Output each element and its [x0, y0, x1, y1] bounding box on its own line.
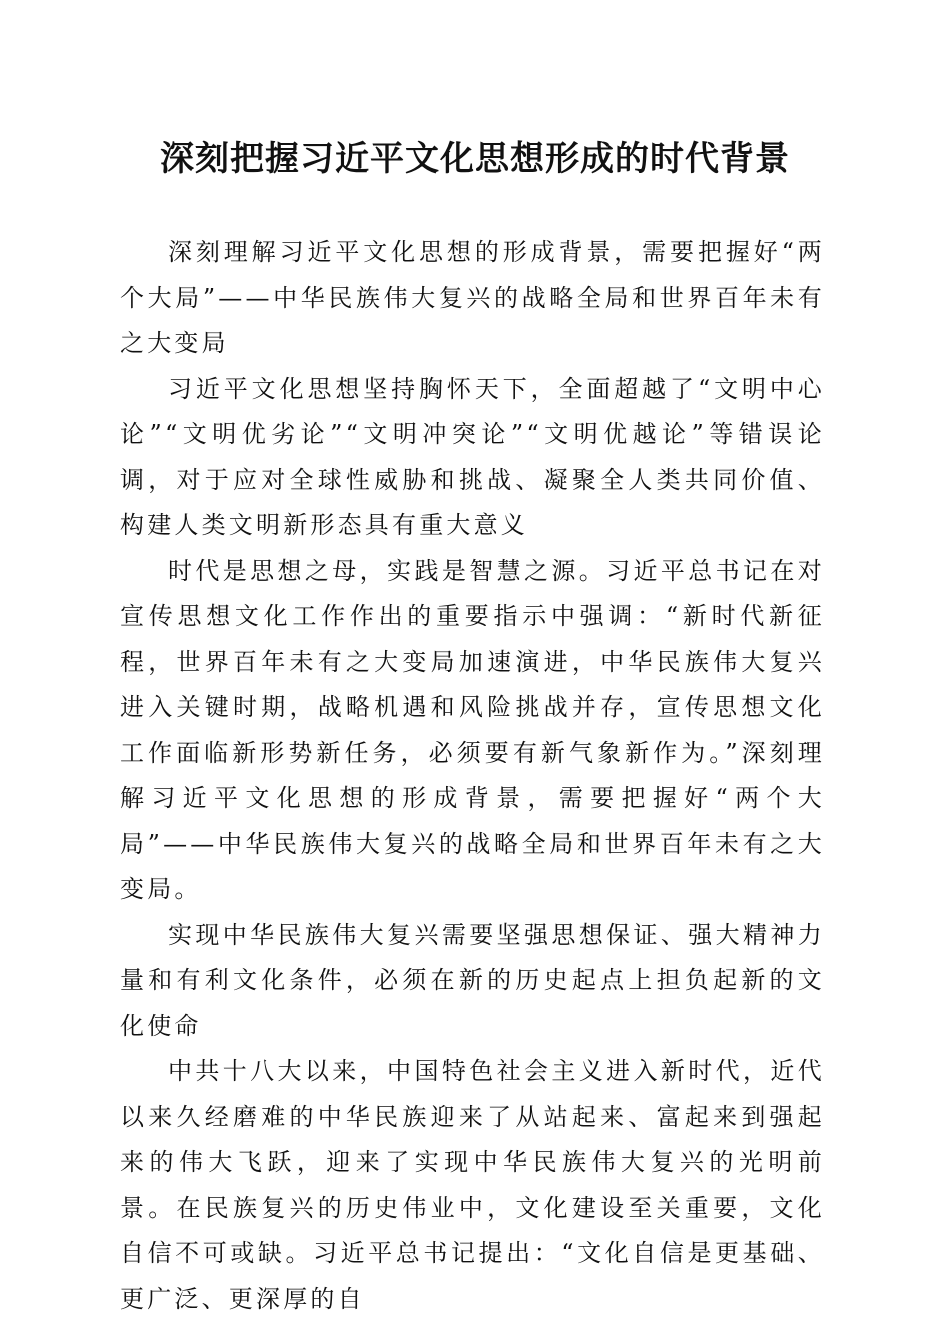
document-body: [120, 230, 825, 1322]
paragraph: 时代是思想之母，实践是智慧之源。习近平总书记在对宣传思想文化工作作出的重要指示中强调：“新时代新征程，世界百年未有之大变局加速演进，中华民族伟大复兴进入关键时期，战略机遇和风险挑战并存，宣传思想文化工作面临新形势新任务，必须要有新气象新作为。”深刻理解习近平文化思想的形成背景，需要把握好“两个大局”——中华民族伟大复兴的战略全局和世界百年未有之大变局。: [120, 556, 825, 903]
paragraph: 中共十八大以来，中国特色社会主义进入新时代，近代以来久经磨难的中华民族迎来了从站起来、富起来到强起来的伟大飞跃，迎来了实现中华民族伟大复兴的光明前景。在民族复兴的历史伟业中，文化建设至关重要，文化自信不可或缺。习近平总书记提出：“文化自信是更基础、更广泛、更深厚的自: [120, 1057, 825, 1313]
paragraph: 习近平文化思想坚持胸怀天下，全面超越了“文明中心论”“文明优劣论”“文明冲突论”“文明优越论”等错误论调，对于应对全球性威胁和挑战、凝聚全人类共同价值、构建人类文明新形态具有重大意义: [120, 374, 825, 539]
paragraph: 实现中华民族伟大复兴需要坚强思想保证、强大精神力量和有利文化条件，必须在新的历史起点上担负起新的文化使命: [120, 920, 825, 1040]
paragraph: 深刻理解习近平文化思想的形成背景，需要把握好“两个大局”——中华民族伟大复兴的战略全局和世界百年未有之大变局: [120, 238, 825, 357]
document-title: 深刻把握习近平文化思想形成的时代背景: [160, 139, 790, 179]
